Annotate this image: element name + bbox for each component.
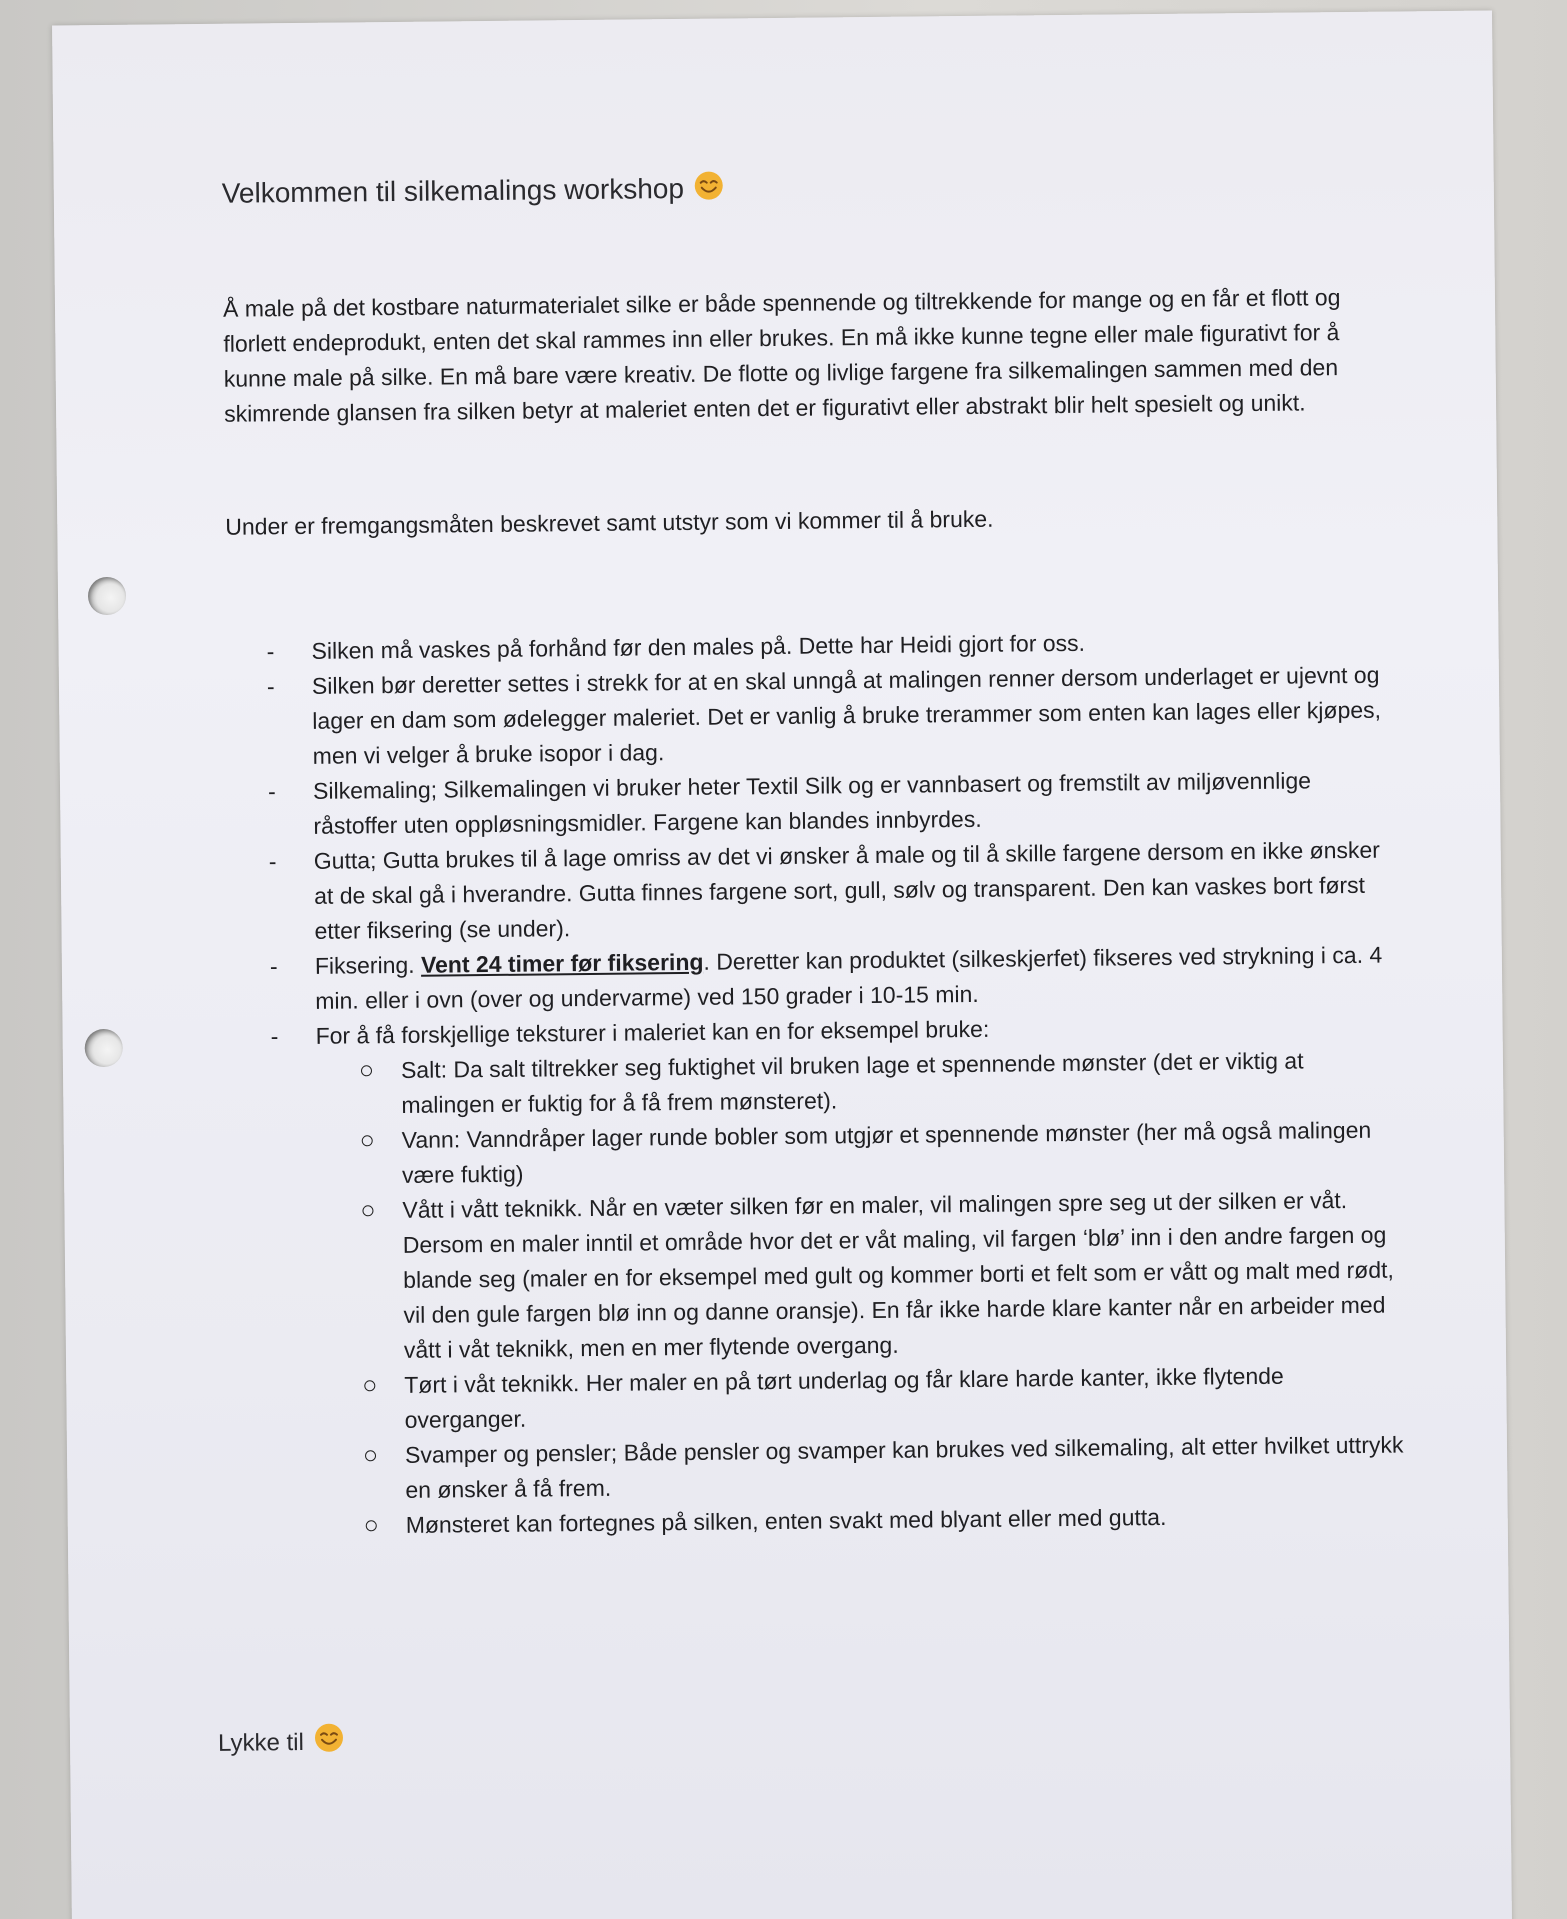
dash-marker: - (266, 638, 275, 665)
texture-text: Salt: Da salt tiltrekker seg fuktighet vil bruken lage et spennende mønster (det er viktig at malingen er fuktig for å få frem mønsteret). (400, 1047, 1304, 1118)
list-item (402, 1182, 1404, 1367)
smiling-face-icon (314, 1723, 344, 1753)
dash-marker: - (268, 848, 277, 875)
texture-text: Vann: Vanndråper lager runde bobler som utgjør et spennende mønster (her må også malingen være fuktig) (401, 1116, 1372, 1188)
list-item (269, 937, 1401, 1018)
page-title (222, 162, 1392, 214)
list-item (270, 1007, 1405, 1543)
closing-line (218, 1723, 344, 1758)
document-body (222, 162, 1406, 1545)
circle-bullet-icon (361, 1065, 372, 1076)
texture-list (316, 1042, 1406, 1543)
list-item (405, 1427, 1406, 1507)
intro-paragraph: Å male på det kostbare naturmaterialet silke er både spennende og tiltrekkende for mange og en får et flott og florlett endeprodukt, enten det skal rammes inn eller brukes. En må ikke kunne tegne eller male figurativt for å kunne male på silke. En må bare være kreativ. De flotte og livlige fargene fra silkemalingen sammen med den skimrende glansen fra silken betyr at maleriet enten det er figurativt eller abstrakt blir helt spesielt og unikt. (222, 284, 1341, 427)
texture-text: Vått i vått teknikk. Når en væter silken før en maler, vil malingen spre seg ut der silken er våt. Dersom en maler inntil et område hvor det er våt maling, vil fargen ‘blø’ inn i den andre fargen og blande seg (maler en for eksempel med gult og kommer borti et felt som er vått og malt med rødt, vil den gule fargen blø inn og danne oransje). En får ikke harde klare kanter når en arbeider med vått i våt teknikk, men en mer flytende overgang. (402, 1187, 1394, 1363)
circle-bullet-icon (364, 1380, 375, 1391)
dash-marker: - (267, 778, 276, 805)
list-item (404, 1357, 1405, 1437)
step-text-post: . Deretter kan produktet (silkeskjerfet) fikseres ved strykning i ca. 4 min. eller i ovn (over og undervarme) ved 150 grader i 10-15 min. (315, 941, 1383, 1014)
list-item (266, 657, 1398, 773)
step-text: Silken må vaskes på forhånd før den males på. Dette har Heidi gjort for oss. (311, 629, 1086, 664)
texture-text: Svamper og pensler; Både pensler og svamper kan brukes ved silkemaling, alt etter hvilket uttrykk en ønsker å få frem. (404, 1431, 1404, 1503)
smiling-face-icon (694, 171, 724, 201)
steps-list (226, 622, 1405, 1544)
circle-bullet-icon (366, 1520, 377, 1531)
paper-sheet (52, 10, 1512, 1919)
list-item (401, 1042, 1402, 1122)
circle-bullet-icon (362, 1205, 373, 1216)
step-text: For å få forskjellige teksturer i maleriet kan en for eksempel bruke: (315, 1015, 990, 1049)
circle-bullet-icon (365, 1450, 376, 1461)
list-item (402, 1112, 1403, 1192)
punch-hole-bottom (85, 1029, 123, 1067)
step-text-pre: Fiksering. (314, 951, 422, 979)
step-text: Silken bør deretter settes i strekk for at en skal unngå at malingen renner dersom underlaget er ujevnt og lager en dam som ødelegger maleriet. Det er vanlig å bruke trerammer som enten kan lages eller kjøpes, men vi velger å bruke isopor i dag. (311, 661, 1382, 769)
dash-marker: - (269, 953, 278, 980)
dash-marker: - (266, 673, 275, 700)
emphasized-warning: Vent 24 timer før fiksering (420, 948, 704, 978)
punch-hole-top (88, 577, 126, 615)
circle-bullet-icon (362, 1135, 373, 1146)
texture-text: Mønsteret kan fortegnes på silken, enten svakt med blyant eller med gutta. (405, 1503, 1167, 1538)
step-text: Gutta; Gutta brukes til å lage omriss av det vi ønsker å male og til å skille fargene dersom en ikke ønsker at de skal gå i hverandre. Gutta finnes fargene sort, gull, sølv og transparent. Den kan vaskes bort først etter fiksering (se under). (313, 836, 1381, 944)
step-text: Silkemaling; Silkemalingen vi bruker heter Textil Silk og er vannbasert og fremstilt av miljøvennlige råstoffer uten oppløsningsmidler. Fargene kan blandes innbyrdes. (312, 767, 1312, 839)
title-text: Velkommen til silkemalings workshop (221, 172, 685, 209)
procedure-intro: Under er fremgangsmåten beskrevet samt utstyr som vi kommer til å bruke. (225, 505, 994, 540)
closing-text: Lykke til (217, 1728, 304, 1757)
list-item (267, 762, 1399, 843)
dash-marker: - (270, 1023, 279, 1050)
texture-text: Tørt i våt teknikk. Her maler en på tørt underlag og får klare harde kanter, ikke flytende overganger. (404, 1362, 1284, 1433)
list-item (268, 832, 1400, 948)
